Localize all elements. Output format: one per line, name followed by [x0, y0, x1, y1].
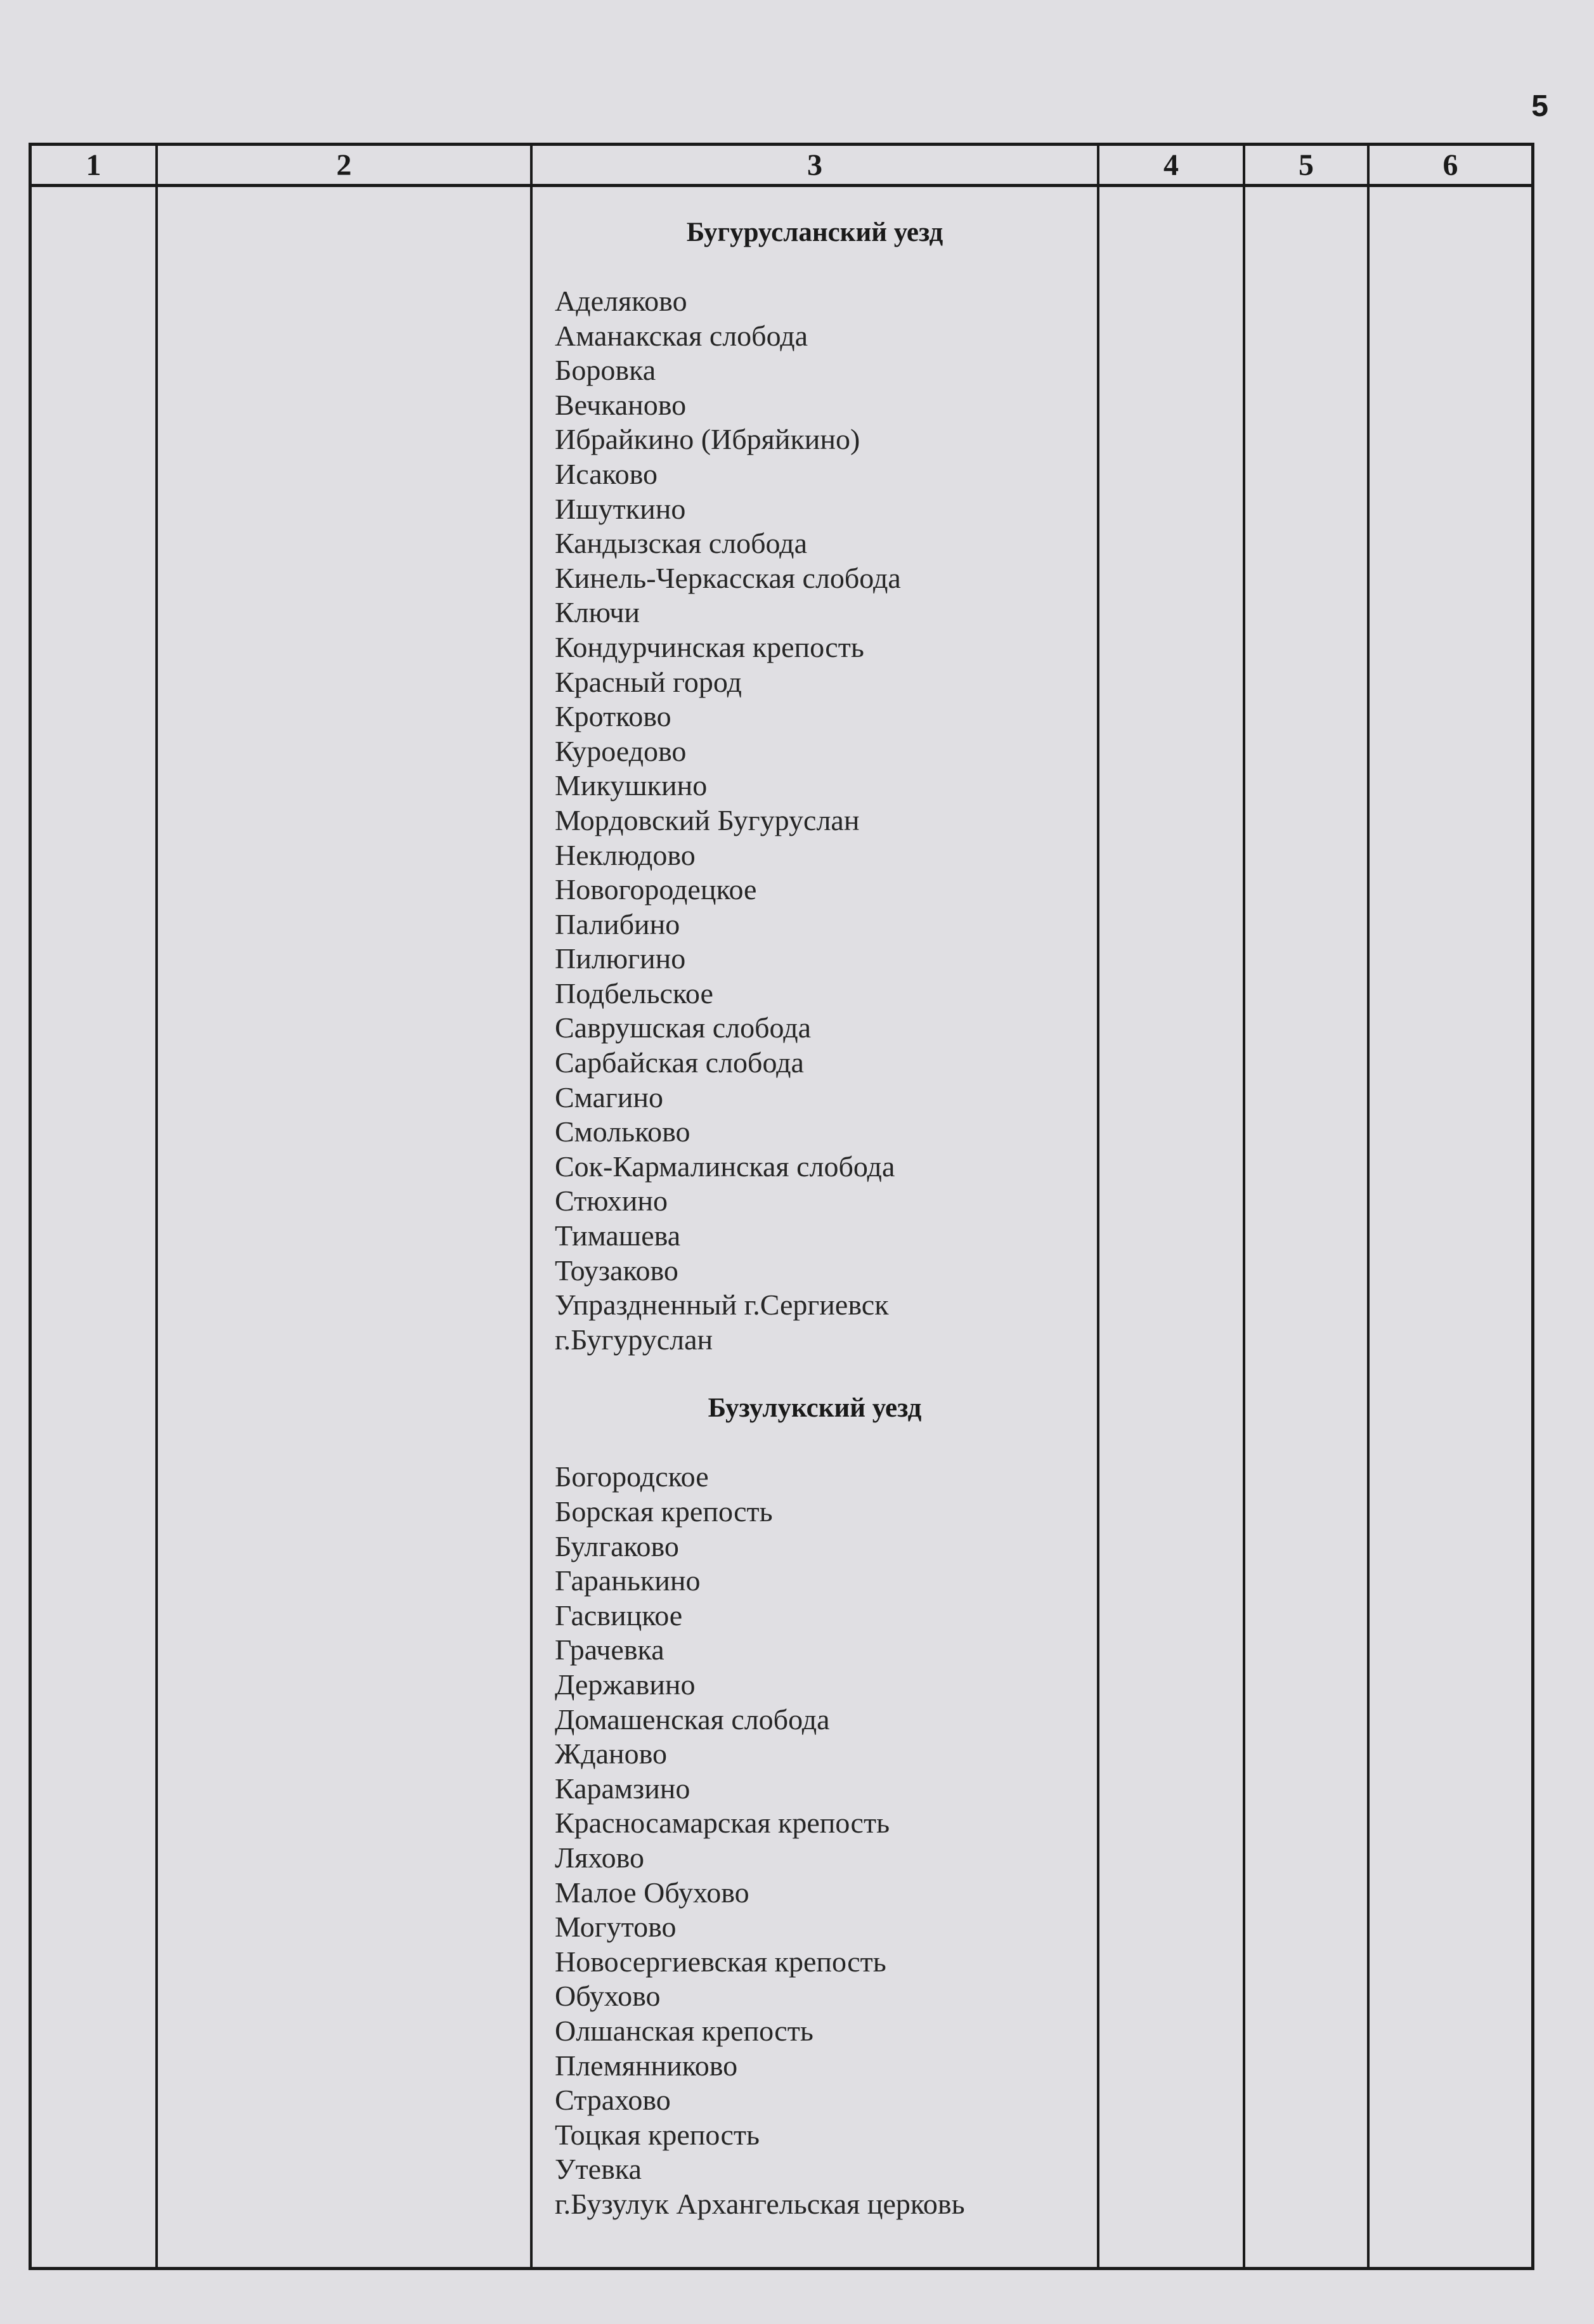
list-item: Стюхино — [555, 1185, 668, 1217]
section-title-buguruslan: Бугурусланский уезд — [686, 217, 943, 247]
list-item: Куроедово — [555, 734, 687, 767]
list-item: Вечканово — [555, 388, 687, 421]
list-item: Тоцкая крепость — [555, 2118, 760, 2151]
section-title-buzuluk: Бузулукский уезд — [708, 1393, 922, 1424]
list-item: Жданово — [555, 1737, 668, 1770]
list-item: Кротково — [555, 700, 671, 733]
list-item: Державино — [555, 1668, 696, 1701]
list-item: Боровка — [555, 354, 656, 387]
list-item: Домашенская слобода — [555, 1703, 830, 1736]
list-item: г.Бугуруслан — [555, 1323, 713, 1356]
list-item: Борская крепость — [555, 1495, 773, 1528]
list-item: Новогородецкое — [555, 873, 757, 906]
list-item: Обухово — [555, 1980, 661, 2013]
list-item: Ишуткино — [555, 492, 686, 525]
list-item: Красносамарская крепость — [555, 1807, 890, 1840]
place-list-buzuluk — [533, 1460, 1097, 2221]
list-item: Ляхово — [555, 1841, 645, 1874]
list-item: Гасвицкое — [555, 1599, 683, 1632]
list-item: Олшанская крепость — [555, 2014, 813, 2047]
list-item: Грачевка — [555, 1633, 664, 1666]
list-item: Аделяково — [555, 285, 687, 317]
list-item: Сарбайская слобода — [555, 1046, 804, 1079]
list-item: Мордовский Бугуруслан — [555, 803, 860, 836]
list-item: Гаранькино — [555, 1564, 701, 1597]
list-item: Кондурчинская крепость — [555, 630, 864, 663]
list-item: Кинель-Черкасская слобода — [555, 561, 901, 594]
column-3-content — [533, 187, 1097, 2221]
table-header-row — [32, 146, 1531, 187]
column-divider — [155, 146, 158, 2267]
list-item: Тимашева — [555, 1219, 681, 1252]
page-number: 5 — [1531, 89, 1548, 123]
list-item: Пилюгино — [555, 942, 686, 975]
list-item: Исаково — [555, 457, 658, 490]
column-divider — [1243, 146, 1245, 2267]
column-header-3: 3 — [807, 148, 822, 182]
register-table — [29, 143, 1534, 2270]
list-item: Малое Обухово — [555, 1876, 749, 1909]
list-item: г.Бузулук Архангельская церковь — [555, 2187, 965, 2220]
list-item: Саврушская слобода — [555, 1011, 812, 1044]
list-item: Страхово — [555, 2084, 671, 2117]
list-item: Булгаково — [555, 1529, 679, 1562]
list-item: Могутово — [555, 1911, 677, 1944]
list-item: Богородское — [555, 1460, 709, 1493]
list-item: Карамзино — [555, 1772, 690, 1805]
column-header-2: 2 — [336, 148, 352, 182]
list-item: Ключи — [555, 596, 640, 629]
place-list-buguruslan — [533, 284, 1097, 1357]
list-item: Ибрайкино (Ибряйкино) — [555, 423, 860, 456]
column-divider — [1367, 146, 1370, 2267]
list-item: Аманакская слобода — [555, 319, 808, 352]
column-header-6: 6 — [1442, 148, 1458, 182]
list-item: Племянниково — [555, 2049, 738, 2082]
column-divider — [1097, 146, 1099, 2267]
column-header-4: 4 — [1163, 148, 1179, 182]
list-item: Подбельское — [555, 977, 713, 1009]
list-item: Утевка — [555, 2153, 642, 2186]
list-item: Кандызская слобода — [555, 527, 808, 560]
list-item: Сок-Кармалинская слобода — [555, 1150, 895, 1183]
list-item: Неклюдово — [555, 838, 696, 871]
list-item: Смольково — [555, 1115, 690, 1148]
list-item: Упраздненный г.Сергиевск — [555, 1289, 889, 1321]
list-item: Смагино — [555, 1081, 663, 1113]
column-header-5: 5 — [1299, 148, 1314, 182]
list-item: Тоузаково — [555, 1254, 678, 1287]
list-item: Микушкино — [555, 769, 708, 802]
list-item: Новосергиевская крепость — [555, 1945, 886, 1978]
column-header-1: 1 — [86, 148, 101, 182]
list-item: Палибино — [555, 907, 680, 940]
list-item: Красный город — [555, 665, 742, 698]
